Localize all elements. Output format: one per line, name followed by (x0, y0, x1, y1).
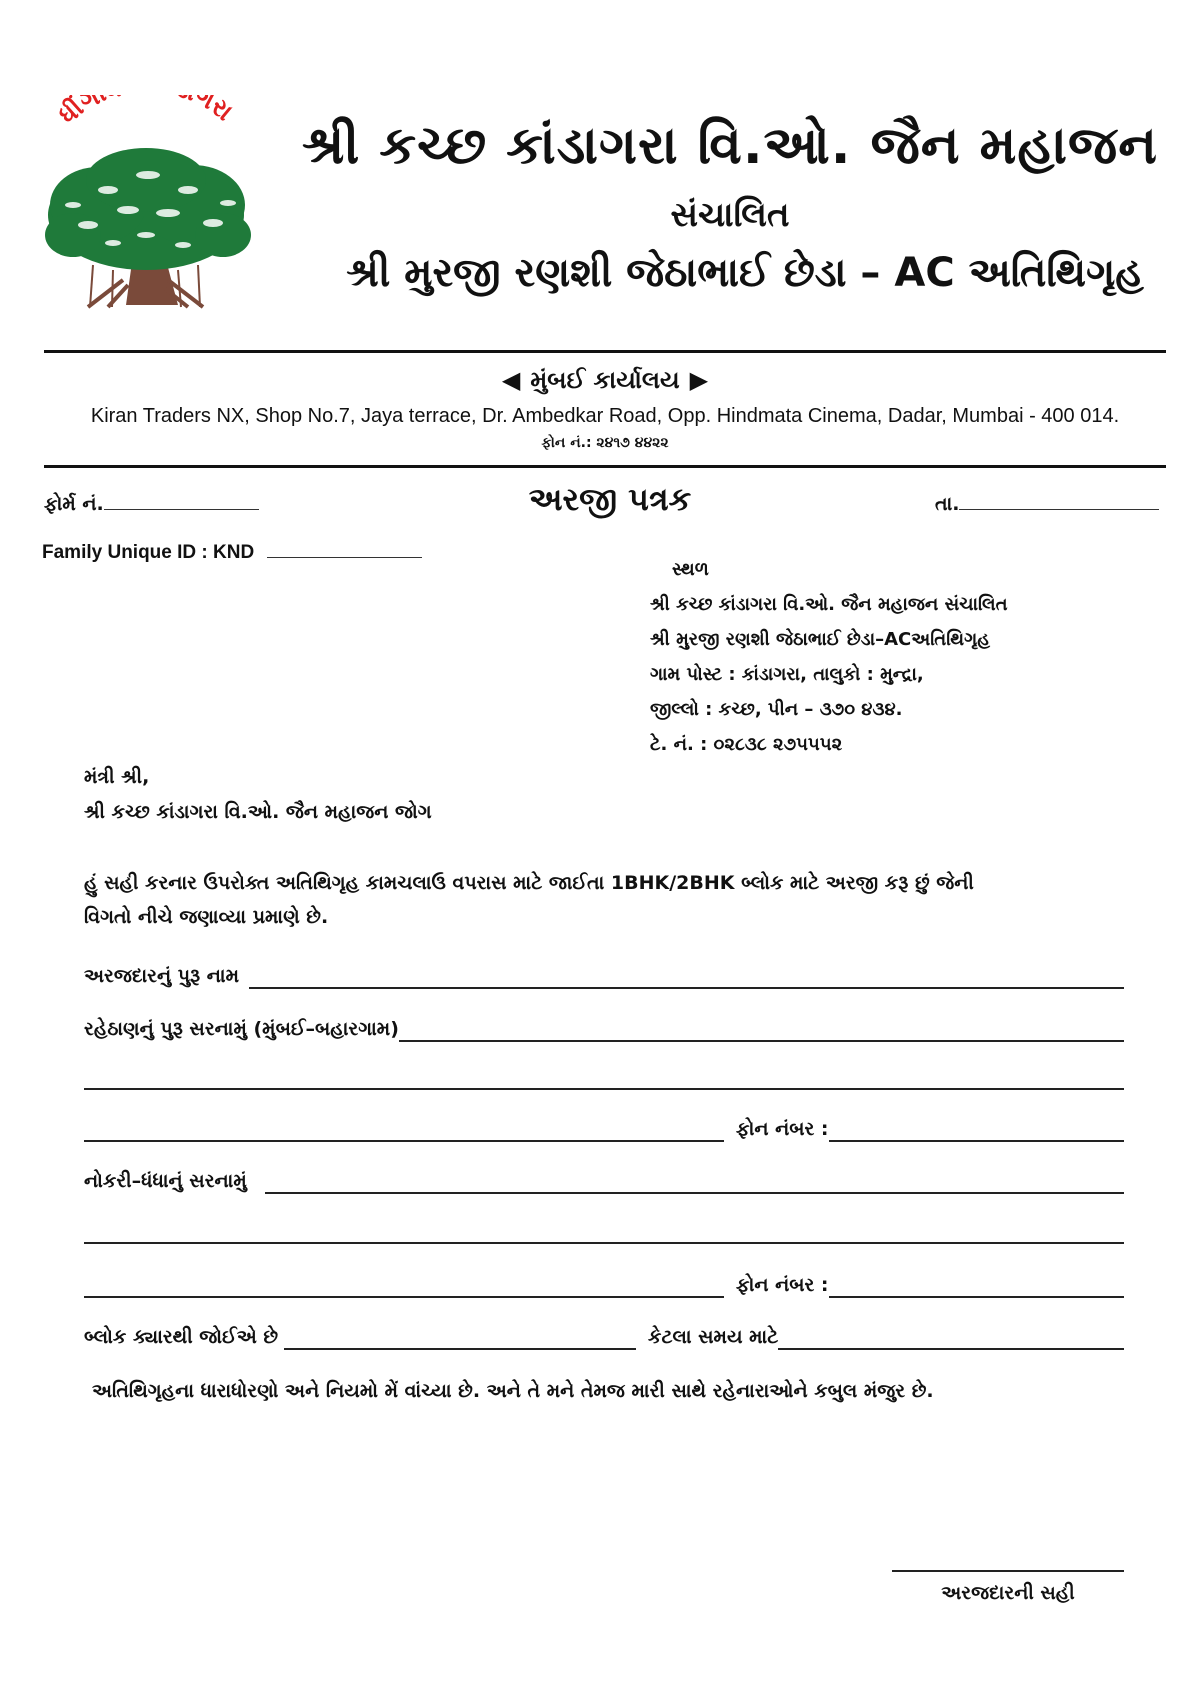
guesthouse-title: શ્રી મુરજી રણશી જેઠાભાઈ છેડા – AC અતિથિગૃહ (346, 250, 1144, 296)
addressee-line-1: મંત્રી શ્રી, (84, 766, 150, 788)
date-label: તા. (935, 493, 960, 515)
place-label: સ્થળ (672, 559, 709, 580)
residence-address-blank-2[interactable] (84, 1068, 1124, 1090)
applicant-name-row[interactable] (84, 965, 1124, 989)
block-from-label: બ્લોક ક્યારથી જોઈએ છે (84, 1326, 279, 1348)
place-line-5: ટે. નં. : ૦૨૮૩૮ ૨૭૫૫૫૨ (650, 734, 843, 755)
applicant-name-blank[interactable] (249, 967, 1124, 989)
addressee-block (84, 760, 432, 830)
residence-address-blank-3[interactable] (84, 1120, 724, 1142)
place-line-4: જીલ્લો : કચ્છ, પીન – ૩૭૦ ૪૩૪. (650, 699, 903, 720)
declaration-text: અતિથિગૃહના ધારાધોરણો અને નિયમો મેં વાંચ્યા છે. અને તે મને તેમજ મારી સાથે રહેનારાઓને કબુલ મંજુર છે. (92, 1380, 934, 1402)
organization-subtitle: સંચાલિત (670, 195, 790, 235)
intro-line-1: હું સહી કરનાર ઉપરોક્ત અતિથિગૃહ કામચલાઉ વપરાસ માટે જાઈતા 1BHK/2BHK બ્લોક માટે અરજી કરૂ છું જેની (84, 872, 974, 894)
business-address-blank-2[interactable] (84, 1222, 1124, 1244)
intro-line-2: વિગતો નીચે જણાવ્યા પ્રમાણે છે. (84, 906, 329, 928)
block-duration-row[interactable] (84, 1326, 1124, 1350)
form-title: અરજી પત્રક (528, 480, 692, 518)
family-id-field[interactable] (42, 540, 422, 564)
place-line-1: શ્રી કચ્છ કાંડાગરા વિ.ઓ. જૈન મહાજન સંચાલિત (650, 594, 1008, 615)
date-field[interactable] (935, 492, 1159, 515)
date-blank[interactable] (959, 492, 1159, 510)
place-block (650, 552, 1170, 762)
applicant-name-label: અરજદારનું પુરૂ નામ (84, 965, 239, 987)
logo-text: ધીંગી ગરા (53, 95, 239, 130)
business-address-label: નોકરી–ધંધાનું સરનામું (84, 1170, 247, 1192)
duration-label: કેટલા સમય માટે (648, 1326, 779, 1348)
left-triangle-icon: ◀ (501, 366, 521, 394)
residence-address-label: રહેઠાણનું પુરૂ સરનામું (મુંબઈ–બહારગામ) (84, 1018, 399, 1040)
organization-logo (28, 95, 258, 315)
header-divider-top (44, 350, 1166, 353)
signature-line[interactable] (892, 1570, 1124, 1572)
place-line-2: શ્રી મુરજી રણશી જેઠાભાઈ છેડા–ACઅતિથિગૃહ (650, 629, 991, 650)
family-id-label: Family Unique ID : KND (42, 542, 255, 563)
office-label: મુંબઈ કાર્યાલય (530, 366, 680, 394)
business-address-continued-row[interactable] (84, 1222, 1124, 1244)
addressee-line-2: શ્રી કચ્છ કાંડાગરા વિ.ઓ. જૈન મહાજન જોગ (84, 801, 432, 823)
business-phone-label: ફોન નંબર : (736, 1274, 829, 1296)
header-divider-bottom (44, 465, 1166, 468)
office-phone: ફોન નં.: ૨૪૧૭ ૪૪૨૨ (541, 435, 669, 451)
residence-phone-blank[interactable] (829, 1120, 1124, 1142)
duration-blank[interactable] (778, 1328, 1124, 1350)
residence-address-continued-row[interactable] (84, 1068, 1124, 1090)
residence-address-blank[interactable] (399, 1020, 1124, 1042)
business-address-blank[interactable] (265, 1172, 1124, 1194)
residence-phone-label: ફોન નંબર : (736, 1118, 829, 1140)
signature-label: અરજદારની સહી (941, 1582, 1075, 1604)
place-line-3: ગામ પોસ્ટ : કાંડાગરા, તાલુકો : મુન્દ્રા, (650, 664, 924, 685)
residence-address-row[interactable] (84, 1018, 1124, 1042)
business-address-blank-3[interactable] (84, 1276, 724, 1298)
family-id-blank[interactable] (267, 540, 422, 558)
office-address: Kiran Traders NX, Shop No.7, Jaya terrace, Dr. Ambedkar Road, Opp. Hindmata Cinema, Dadar, Mumbai - 400 014. (90, 405, 1120, 427)
organization-title: શ્રી કચ્છ કાંડાગરા વિ.ઓ. જૈન મહાજન (302, 116, 1158, 176)
banyan-tree-logo-icon (28, 95, 258, 315)
block-from-blank[interactable] (284, 1328, 636, 1350)
residence-phone-row[interactable] (84, 1118, 1124, 1142)
office-heading (44, 366, 1166, 394)
right-triangle-icon: ▶ (689, 366, 709, 394)
business-phone-blank[interactable] (829, 1276, 1124, 1298)
form-number-blank[interactable] (104, 492, 259, 510)
form-number-field[interactable] (44, 492, 259, 515)
business-address-row[interactable] (84, 1170, 1124, 1194)
form-number-label: ફોર્મ નં. (44, 493, 104, 515)
intro-paragraph (84, 866, 1134, 934)
business-phone-row[interactable] (84, 1274, 1124, 1298)
